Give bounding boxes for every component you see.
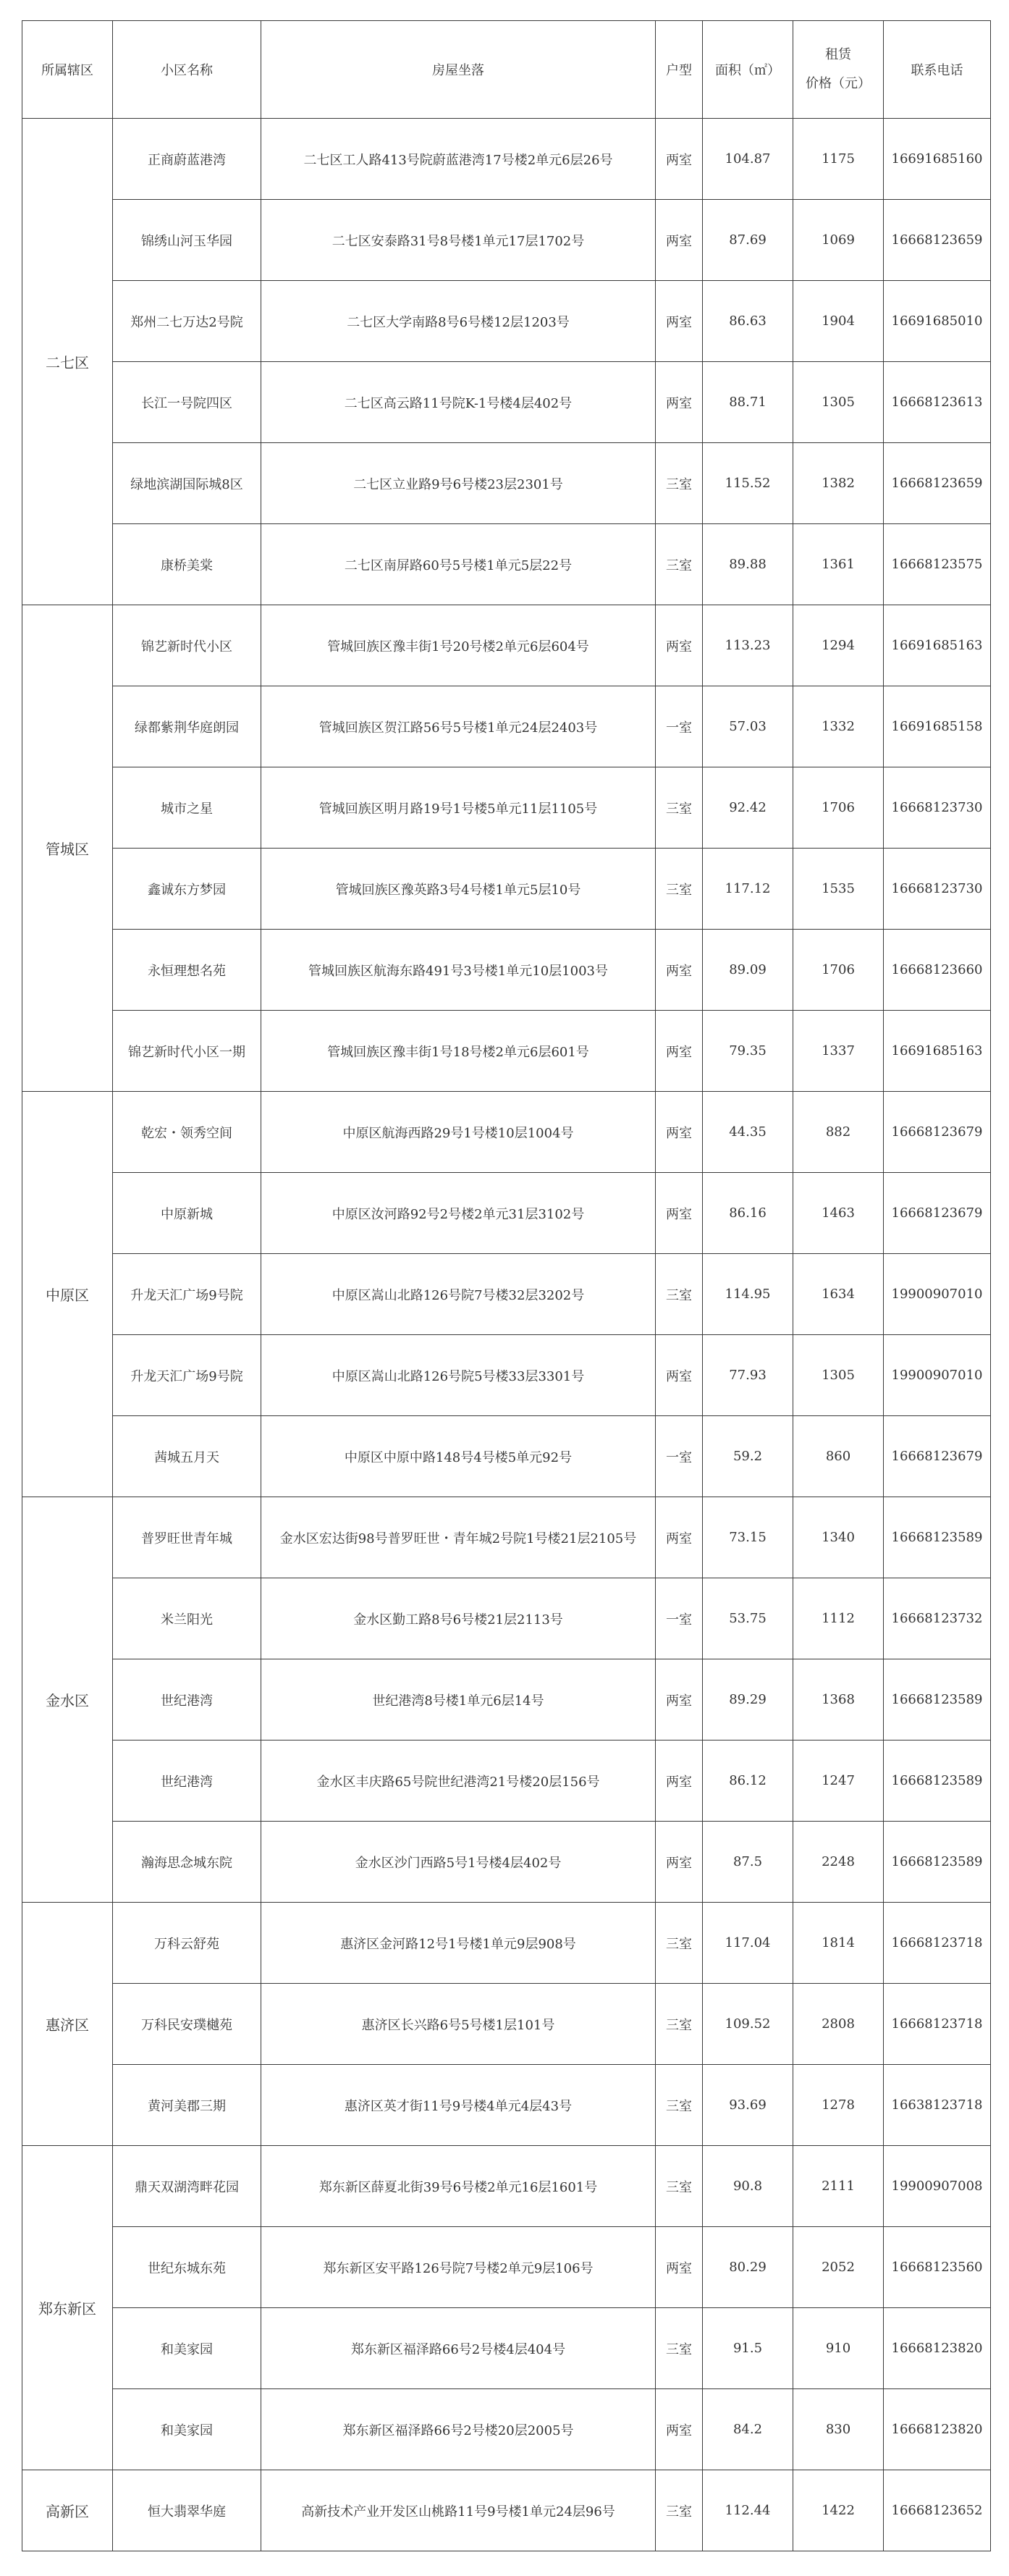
table-row <box>22 767 991 849</box>
community-cell: 锦艺新时代小区 <box>113 605 261 686</box>
layout-cell: 三室 <box>656 2308 703 2389</box>
address-cell: 中原区汝河路92号2号楼2单元31层3102号 <box>261 1173 656 1254</box>
community-cell: 锦艺新时代小区一期 <box>113 1011 261 1092</box>
phone-cell: 16691685160 <box>884 119 991 200</box>
community-cell: 长江一号院四区 <box>113 362 261 443</box>
layout-cell: 两室 <box>656 1011 703 1092</box>
table-row <box>22 1173 991 1254</box>
area-cell: 53.75 <box>703 1578 793 1659</box>
phone-cell: 16668123589 <box>884 1741 991 1822</box>
layout-cell: 三室 <box>656 1903 703 1984</box>
community-cell: 鑫诚东方梦园 <box>113 849 261 930</box>
price-cell: 1247 <box>793 1741 884 1822</box>
price-cell: 1278 <box>793 2065 884 2146</box>
district-cell: 中原区 <box>22 1092 113 1497</box>
table-row <box>22 1497 991 1578</box>
table-row <box>22 605 991 686</box>
price-cell: 1294 <box>793 605 884 686</box>
table-row <box>22 2065 991 2146</box>
price-cell: 1337 <box>793 1011 884 1092</box>
address-cell: 管城回族区贺江路56号5号楼1单元24层2403号 <box>261 686 656 767</box>
phone-cell: 16668123589 <box>884 1659 991 1741</box>
district-cell: 二七区 <box>22 119 113 605</box>
price-cell: 1112 <box>793 1578 884 1659</box>
address-cell: 金水区沙门西路5号1号楼4层402号 <box>261 1822 656 1903</box>
layout-cell: 两室 <box>656 2389 703 2470</box>
phone-cell: 16668123560 <box>884 2227 991 2308</box>
phone-cell: 16668123679 <box>884 1092 991 1173</box>
phone-cell: 16638123718 <box>884 2065 991 2146</box>
area-cell: 86.63 <box>703 281 793 362</box>
community-cell: 万科民安璞樾苑 <box>113 1984 261 2065</box>
layout-cell: 两室 <box>656 605 703 686</box>
table-row <box>22 281 991 362</box>
address-cell: 管城回族区豫丰街1号20号楼2单元6层604号 <box>261 605 656 686</box>
table-row <box>22 686 991 767</box>
area-cell: 87.69 <box>703 200 793 281</box>
price-cell: 2111 <box>793 2146 884 2227</box>
price-cell: 1463 <box>793 1173 884 1254</box>
address-cell: 郑东新区安平路126号院7号楼2单元9层106号 <box>261 2227 656 2308</box>
district-cell: 惠济区 <box>22 1903 113 2146</box>
table-row <box>22 362 991 443</box>
community-cell: 普罗旺世青年城 <box>113 1497 261 1578</box>
layout-cell: 两室 <box>656 1497 703 1578</box>
layout-cell: 三室 <box>656 1984 703 2065</box>
layout-cell: 两室 <box>656 1659 703 1741</box>
price-cell: 1175 <box>793 119 884 200</box>
community-cell: 乾宏・领秀空间 <box>113 1092 261 1173</box>
community-cell: 世纪东城东苑 <box>113 2227 261 2308</box>
address-cell: 管城回族区航海东路491号3号楼1单元10层1003号 <box>261 930 656 1011</box>
layout-cell: 两室 <box>656 119 703 200</box>
layout-cell: 三室 <box>656 1254 703 1335</box>
phone-cell: 16668123652 <box>884 2470 991 2551</box>
header-district: 所属辖区 <box>22 21 113 119</box>
layout-cell: 两室 <box>656 1092 703 1173</box>
community-cell: 升龙天汇广场9号院 <box>113 1254 261 1335</box>
layout-cell: 两室 <box>656 200 703 281</box>
phone-cell: 16668123679 <box>884 1416 991 1497</box>
table-row <box>22 1335 991 1416</box>
phone-cell: 16668123718 <box>884 1903 991 1984</box>
address-cell: 中原区嵩山北路126号院7号楼32层3202号 <box>261 1254 656 1335</box>
community-cell: 中原新城 <box>113 1173 261 1254</box>
layout-cell: 一室 <box>656 1578 703 1659</box>
rental-listing-table <box>22 20 991 2551</box>
table-row <box>22 1822 991 1903</box>
header-phone: 联系电话 <box>884 21 991 119</box>
table-row <box>22 524 991 605</box>
phone-cell: 16668123589 <box>884 1822 991 1903</box>
area-cell: 117.04 <box>703 1903 793 1984</box>
area-cell: 93.69 <box>703 2065 793 2146</box>
community-cell: 瀚海思念城东院 <box>113 1822 261 1903</box>
header-price-line2: 价格（元） <box>806 76 871 91</box>
community-cell: 锦绣山河玉华园 <box>113 200 261 281</box>
phone-cell: 16691685010 <box>884 281 991 362</box>
community-cell: 世纪港湾 <box>113 1741 261 1822</box>
price-cell: 1706 <box>793 767 884 849</box>
table-row <box>22 930 991 1011</box>
area-cell: 59.2 <box>703 1416 793 1497</box>
layout-cell: 两室 <box>656 1741 703 1822</box>
table-row <box>22 2308 991 2389</box>
table-row <box>22 849 991 930</box>
price-cell: 2248 <box>793 1822 884 1903</box>
table-row <box>22 443 991 524</box>
area-cell: 57.03 <box>703 686 793 767</box>
table-row <box>22 2389 991 2470</box>
phone-cell: 16691685163 <box>884 605 991 686</box>
table-row <box>22 1416 991 1497</box>
header-layout: 户型 <box>656 21 703 119</box>
layout-cell: 两室 <box>656 281 703 362</box>
price-cell: 1069 <box>793 200 884 281</box>
address-cell: 郑东新区薛夏北街39号6号楼2单元16层1601号 <box>261 2146 656 2227</box>
layout-cell: 一室 <box>656 686 703 767</box>
community-cell: 恒大翡翠华庭 <box>113 2470 261 2551</box>
address-cell: 管城回族区豫丰街1号18号楼2单元6层601号 <box>261 1011 656 1092</box>
phone-cell: 16691685158 <box>884 686 991 767</box>
layout-cell: 三室 <box>656 443 703 524</box>
community-cell: 城市之星 <box>113 767 261 849</box>
layout-cell: 两室 <box>656 362 703 443</box>
community-cell: 鼎天双湖湾畔花园 <box>113 2146 261 2227</box>
area-cell: 92.42 <box>703 767 793 849</box>
phone-cell: 16668123613 <box>884 362 991 443</box>
price-cell: 2808 <box>793 1984 884 2065</box>
district-cell: 高新区 <box>22 2470 113 2551</box>
layout-cell: 三室 <box>656 767 703 849</box>
price-cell: 1305 <box>793 1335 884 1416</box>
community-cell: 康桥美棠 <box>113 524 261 605</box>
address-cell: 郑东新区福泽路66号2号楼4层404号 <box>261 2308 656 2389</box>
price-cell: 1382 <box>793 443 884 524</box>
address-cell: 二七区安泰路31号8号楼1单元17层1702号 <box>261 200 656 281</box>
area-cell: 79.35 <box>703 1011 793 1092</box>
community-cell: 和美家园 <box>113 2389 261 2470</box>
address-cell: 二七区南屏路60号5号楼1单元5层22号 <box>261 524 656 605</box>
phone-cell: 19900907010 <box>884 1335 991 1416</box>
area-cell: 112.44 <box>703 2470 793 2551</box>
price-cell: 860 <box>793 1416 884 1497</box>
address-cell: 中原区航海西路29号1号楼10层1004号 <box>261 1092 656 1173</box>
layout-cell: 三室 <box>656 2065 703 2146</box>
phone-cell: 16668123718 <box>884 1984 991 2065</box>
table-row <box>22 1659 991 1741</box>
price-cell: 1814 <box>793 1903 884 1984</box>
community-cell: 绿都紫荆华庭朗园 <box>113 686 261 767</box>
area-cell: 114.95 <box>703 1254 793 1335</box>
table-row <box>22 1254 991 1335</box>
header-price-line1: 租赁 <box>825 47 851 62</box>
header-area: 面积（㎡） <box>703 21 793 119</box>
layout-cell: 两室 <box>656 930 703 1011</box>
phone-cell: 16668123730 <box>884 849 991 930</box>
table-row <box>22 200 991 281</box>
phone-cell: 16668123659 <box>884 443 991 524</box>
table-row <box>22 1741 991 1822</box>
phone-cell: 16668123732 <box>884 1578 991 1659</box>
area-cell: 86.12 <box>703 1741 793 1822</box>
layout-cell: 两室 <box>656 1822 703 1903</box>
layout-cell: 两室 <box>656 1335 703 1416</box>
area-cell: 113.23 <box>703 605 793 686</box>
address-cell: 管城回族区豫英路3号4号楼1单元5层10号 <box>261 849 656 930</box>
community-cell: 米兰阳光 <box>113 1578 261 1659</box>
area-cell: 89.29 <box>703 1659 793 1741</box>
address-cell: 郑东新区福泽路66号2号楼20层2005号 <box>261 2389 656 2470</box>
price-cell: 1340 <box>793 1497 884 1578</box>
community-cell: 和美家园 <box>113 2308 261 2389</box>
price-cell: 1305 <box>793 362 884 443</box>
table-row <box>22 1011 991 1092</box>
layout-cell: 一室 <box>656 1416 703 1497</box>
layout-cell: 三室 <box>656 849 703 930</box>
community-cell: 茜城五月天 <box>113 1416 261 1497</box>
community-cell: 永恒理想名苑 <box>113 930 261 1011</box>
layout-cell: 三室 <box>656 524 703 605</box>
address-cell: 金水区勤工路8号6号楼21层2113号 <box>261 1578 656 1659</box>
phone-cell: 19900907010 <box>884 1254 991 1335</box>
address-cell: 惠济区金河路12号1号楼1单元9层908号 <box>261 1903 656 1984</box>
address-cell: 中原区嵩山北路126号院5号楼33层3301号 <box>261 1335 656 1416</box>
address-cell: 世纪港湾8号楼1单元6层14号 <box>261 1659 656 1741</box>
area-cell: 109.52 <box>703 1984 793 2065</box>
price-cell: 1535 <box>793 849 884 930</box>
area-cell: 44.35 <box>703 1092 793 1173</box>
community-cell: 升龙天汇广场9号院 <box>113 1335 261 1416</box>
area-cell: 117.12 <box>703 849 793 930</box>
price-cell: 2052 <box>793 2227 884 2308</box>
layout-cell: 三室 <box>656 2470 703 2551</box>
address-cell: 中原区中原中路148号4号楼5单元92号 <box>261 1416 656 1497</box>
area-cell: 88.71 <box>703 362 793 443</box>
phone-cell: 16668123679 <box>884 1173 991 1254</box>
phone-cell: 16668123660 <box>884 930 991 1011</box>
area-cell: 115.52 <box>703 443 793 524</box>
price-cell: 830 <box>793 2389 884 2470</box>
table-row <box>22 119 991 200</box>
area-cell: 91.5 <box>703 2308 793 2389</box>
community-cell: 万科云舒苑 <box>113 1903 261 1984</box>
area-cell: 104.87 <box>703 119 793 200</box>
table-row <box>22 1578 991 1659</box>
address-cell: 管城回族区明月路19号1号楼5单元11层1105号 <box>261 767 656 849</box>
table-row <box>22 2470 991 2551</box>
area-cell: 87.5 <box>703 1822 793 1903</box>
price-cell: 1368 <box>793 1659 884 1741</box>
district-cell: 管城区 <box>22 605 113 1092</box>
address-cell: 金水区宏达街98号普罗旺世・青年城2号院1号楼21层2105号 <box>261 1497 656 1578</box>
table-body <box>22 119 991 2551</box>
address-cell: 二七区大学南路8号6号楼12层1203号 <box>261 281 656 362</box>
table-row <box>22 1092 991 1173</box>
community-cell: 正商蔚蓝港湾 <box>113 119 261 200</box>
phone-cell: 16668123589 <box>884 1497 991 1578</box>
area-cell: 84.2 <box>703 2389 793 2470</box>
price-cell: 1634 <box>793 1254 884 1335</box>
price-cell: 910 <box>793 2308 884 2389</box>
address-cell: 二七区高云路11号院K-1号楼4层402号 <box>261 362 656 443</box>
area-cell: 77.93 <box>703 1335 793 1416</box>
address-cell: 二七区立业路9号6号楼23层2301号 <box>261 443 656 524</box>
header-community: 小区名称 <box>113 21 261 119</box>
header-price <box>793 21 884 119</box>
address-cell: 高新技术产业开发区山桃路11号9号楼1单元24层96号 <box>261 2470 656 2551</box>
district-cell: 金水区 <box>22 1497 113 1903</box>
phone-cell: 16668123820 <box>884 2308 991 2389</box>
price-cell: 1904 <box>793 281 884 362</box>
area-cell: 90.8 <box>703 2146 793 2227</box>
address-cell: 惠济区英才街11号9号楼4单元4层43号 <box>261 2065 656 2146</box>
price-cell: 1332 <box>793 686 884 767</box>
community-cell: 黄河美郡三期 <box>113 2065 261 2146</box>
header-address: 房屋坐落 <box>261 21 656 119</box>
layout-cell: 三室 <box>656 2146 703 2227</box>
price-cell: 1706 <box>793 930 884 1011</box>
phone-cell: 16668123730 <box>884 767 991 849</box>
community-cell: 郑州二七万达2号院 <box>113 281 261 362</box>
table-row <box>22 1984 991 2065</box>
community-cell: 绿地滨湖国际城8区 <box>113 443 261 524</box>
layout-cell: 两室 <box>656 2227 703 2308</box>
area-cell: 80.29 <box>703 2227 793 2308</box>
price-cell: 1422 <box>793 2470 884 2551</box>
phone-cell: 16668123659 <box>884 200 991 281</box>
area-cell: 73.15 <box>703 1497 793 1578</box>
address-cell: 惠济区长兴路6号5号楼1层101号 <box>261 1984 656 2065</box>
phone-cell: 16691685163 <box>884 1011 991 1092</box>
phone-cell: 19900907008 <box>884 2146 991 2227</box>
table-row <box>22 2227 991 2308</box>
table-row <box>22 1903 991 1984</box>
district-cell: 郑东新区 <box>22 2146 113 2470</box>
layout-cell: 两室 <box>656 1173 703 1254</box>
community-cell: 世纪港湾 <box>113 1659 261 1741</box>
area-cell: 89.09 <box>703 930 793 1011</box>
table-row <box>22 2146 991 2227</box>
price-cell: 882 <box>793 1092 884 1173</box>
area-cell: 86.16 <box>703 1173 793 1254</box>
address-cell: 二七区工人路413号院蔚蓝港湾17号楼2单元6层26号 <box>261 119 656 200</box>
address-cell: 金水区丰庆路65号院世纪港湾21号楼20层156号 <box>261 1741 656 1822</box>
phone-cell: 16668123820 <box>884 2389 991 2470</box>
price-cell: 1361 <box>793 524 884 605</box>
header-row <box>22 21 991 119</box>
area-cell: 89.88 <box>703 524 793 605</box>
phone-cell: 16668123575 <box>884 524 991 605</box>
